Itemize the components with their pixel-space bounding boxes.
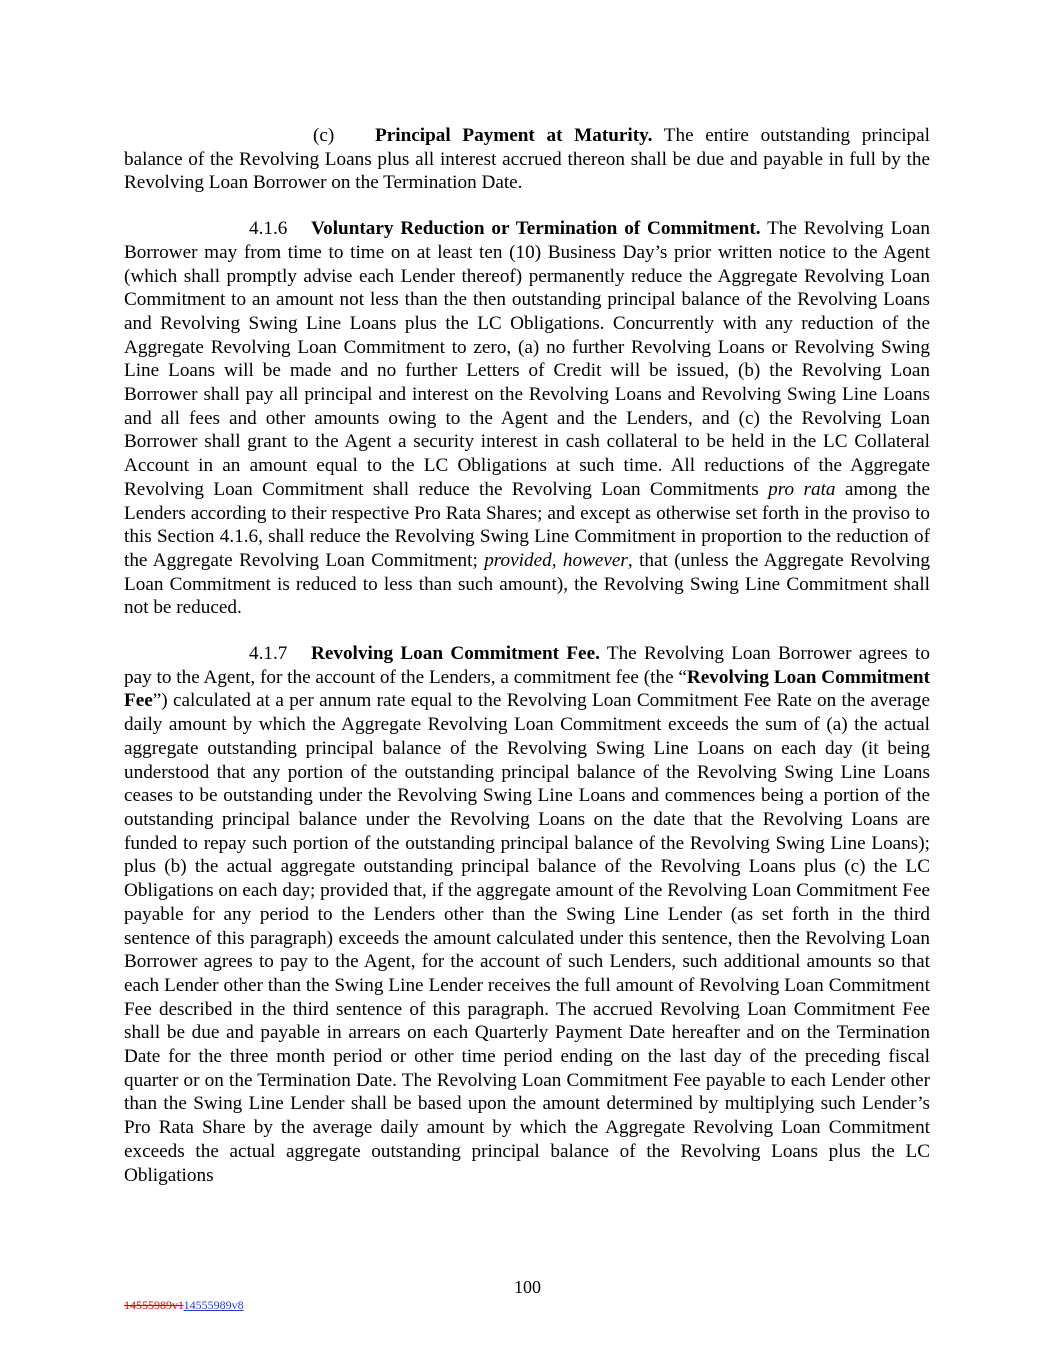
section-number: 4.1.6	[249, 218, 288, 240]
section-heading: Principal Payment at Maturity.	[375, 125, 653, 146]
document-id-inserted: 14555989v8	[183, 1298, 244, 1312]
section-heading: Revolving Loan Commitment Fee.	[311, 643, 600, 665]
section-heading: Voluntary Reduction or Termination of Commitment.	[311, 218, 761, 240]
italic-term: provided, however	[484, 549, 628, 571]
page-number: 100	[514, 1277, 541, 1297]
paragraph-text: The Revolving Loan Borrower agrees to pay to the Agent, for the account of the Lenders, a commitment fee (the “	[124, 643, 930, 688]
paragraph-section-4-1-6	[124, 217, 930, 620]
paragraph-section-c	[124, 124, 930, 195]
document-id-deleted: 14555989v1	[124, 1298, 184, 1312]
section-number: 4.1.7	[249, 643, 288, 665]
document-body	[124, 124, 930, 1187]
paragraph-text: , that (unless the Aggregate Revolving Loan Commitment is reduced to less than such amount), the Revolving Swing Line Commitment shall not be reduced.	[124, 549, 930, 619]
document-id	[124, 1298, 244, 1312]
italic-term: pro rata	[768, 478, 836, 500]
paragraph-section-4-1-7	[124, 642, 930, 1187]
defined-term: Revolving Loan Commitment Fee	[124, 666, 930, 712]
paragraph-text: ”) calculated at a per annum rate equal to the Revolving Loan Commitment Fee Rate on the average daily amount by which the Aggregate Revolving Loan Commitment exceeds the sum of (a) the actual aggregate outstanding principal balance of the Revolving Swing Line Loans on each day (it being understood that any portion of the outstanding principal balance of the Revolving Swing Line Loans ceases to be outstanding under the Revolving Swing Line Loans and commences being a portion of the outstanding principal balance under the Revolving Loans on the date that the Revolving Loans are funded to repay such portion of the outstanding principal balance of the Revolving Swing Line Loans); plus (b) the actual aggregate outstanding principal balance of the Revolving Loans plus (c) the LC Obligations on each day; provided that, if the aggregate amount of the Revolving Loan Commitment Fee payable for any period to the Lenders other than the Swing Line Lender (as set forth in the third sentence of this paragraph) exceeds the amount calculated under this sentence, then the Revolving Loan Borrower agrees to pay to the Agent, for the account of such Lenders, such additional amounts so that each Lender other than the Swing Line Lender receives the full amount of Revolving Loan Commitment Fee described in the third sentence of this paragraph. The accrued Revolving Loan Commitment Fee shall be due and payable in arrears on each Quarterly Payment Date hereafter and on the Termination Date for the three month period or other time period ending on the last day of the preceding fiscal quarter or on the Termination Date. The Revolving Loan Commitment Fee payable to each Lender other than the Swing Line Lender shall be based upon the amount determined by multiplying such Lender’s Pro Rata Share by the average daily amount by which the Aggregate Revolving Loan Commitment exceeds the actual aggregate outstanding principal balance of the Revolving Loans plus the LC Obligations	[124, 690, 930, 1186]
paragraph-text: The entire outstanding principal balance of the Revolving Loans plus all interest accrued thereon shall be due and payable in full by the Revolving Loan Borrower on the Termination Date.	[124, 125, 930, 194]
paragraph-text: among the Lenders according to their respective Pro Rata Shares; and except as otherwise set forth in the proviso to this Section 4.1.6, shall reduce the Revolving Swing Line Commitment in proportion to the reduction of the Aggregate Revolving Loan Commitment;	[124, 478, 930, 571]
paragraph-text: The Revolving Loan Borrower may from time to time on at least ten (10) Business Day’s prior written notice to the Agent (which shall promptly advise each Lender thereof) permanently reduce the Aggregate Revolving Loan Commitment to an amount not less than the then outstanding principal balance of the Revolving Loans and Revolving Swing Line Loans plus the LC Obligations. Concurrently with any reduction of the Aggregate Revolving Loan Commitment to zero, (a) no further Revolving Loans or Revolving Swing Line Loans will be made and no further Letters of Credit will be issued, (b) the Revolving Loan Borrower shall pay all principal and interest on the Revolving Loans and Revolving Swing Line Loans and all fees and other amounts owing to the Agent and the Lenders, and (c) the Revolving Loan Borrower shall grant to the Agent a security interest in cash collateral to be held in the LC Collateral Account in an amount equal to the LC Obligations at such time. All reductions of the Aggregate Revolving Loan Commitment shall reduce the Revolving Loan Commitments	[124, 218, 931, 500]
section-number: (c)	[313, 125, 335, 146]
